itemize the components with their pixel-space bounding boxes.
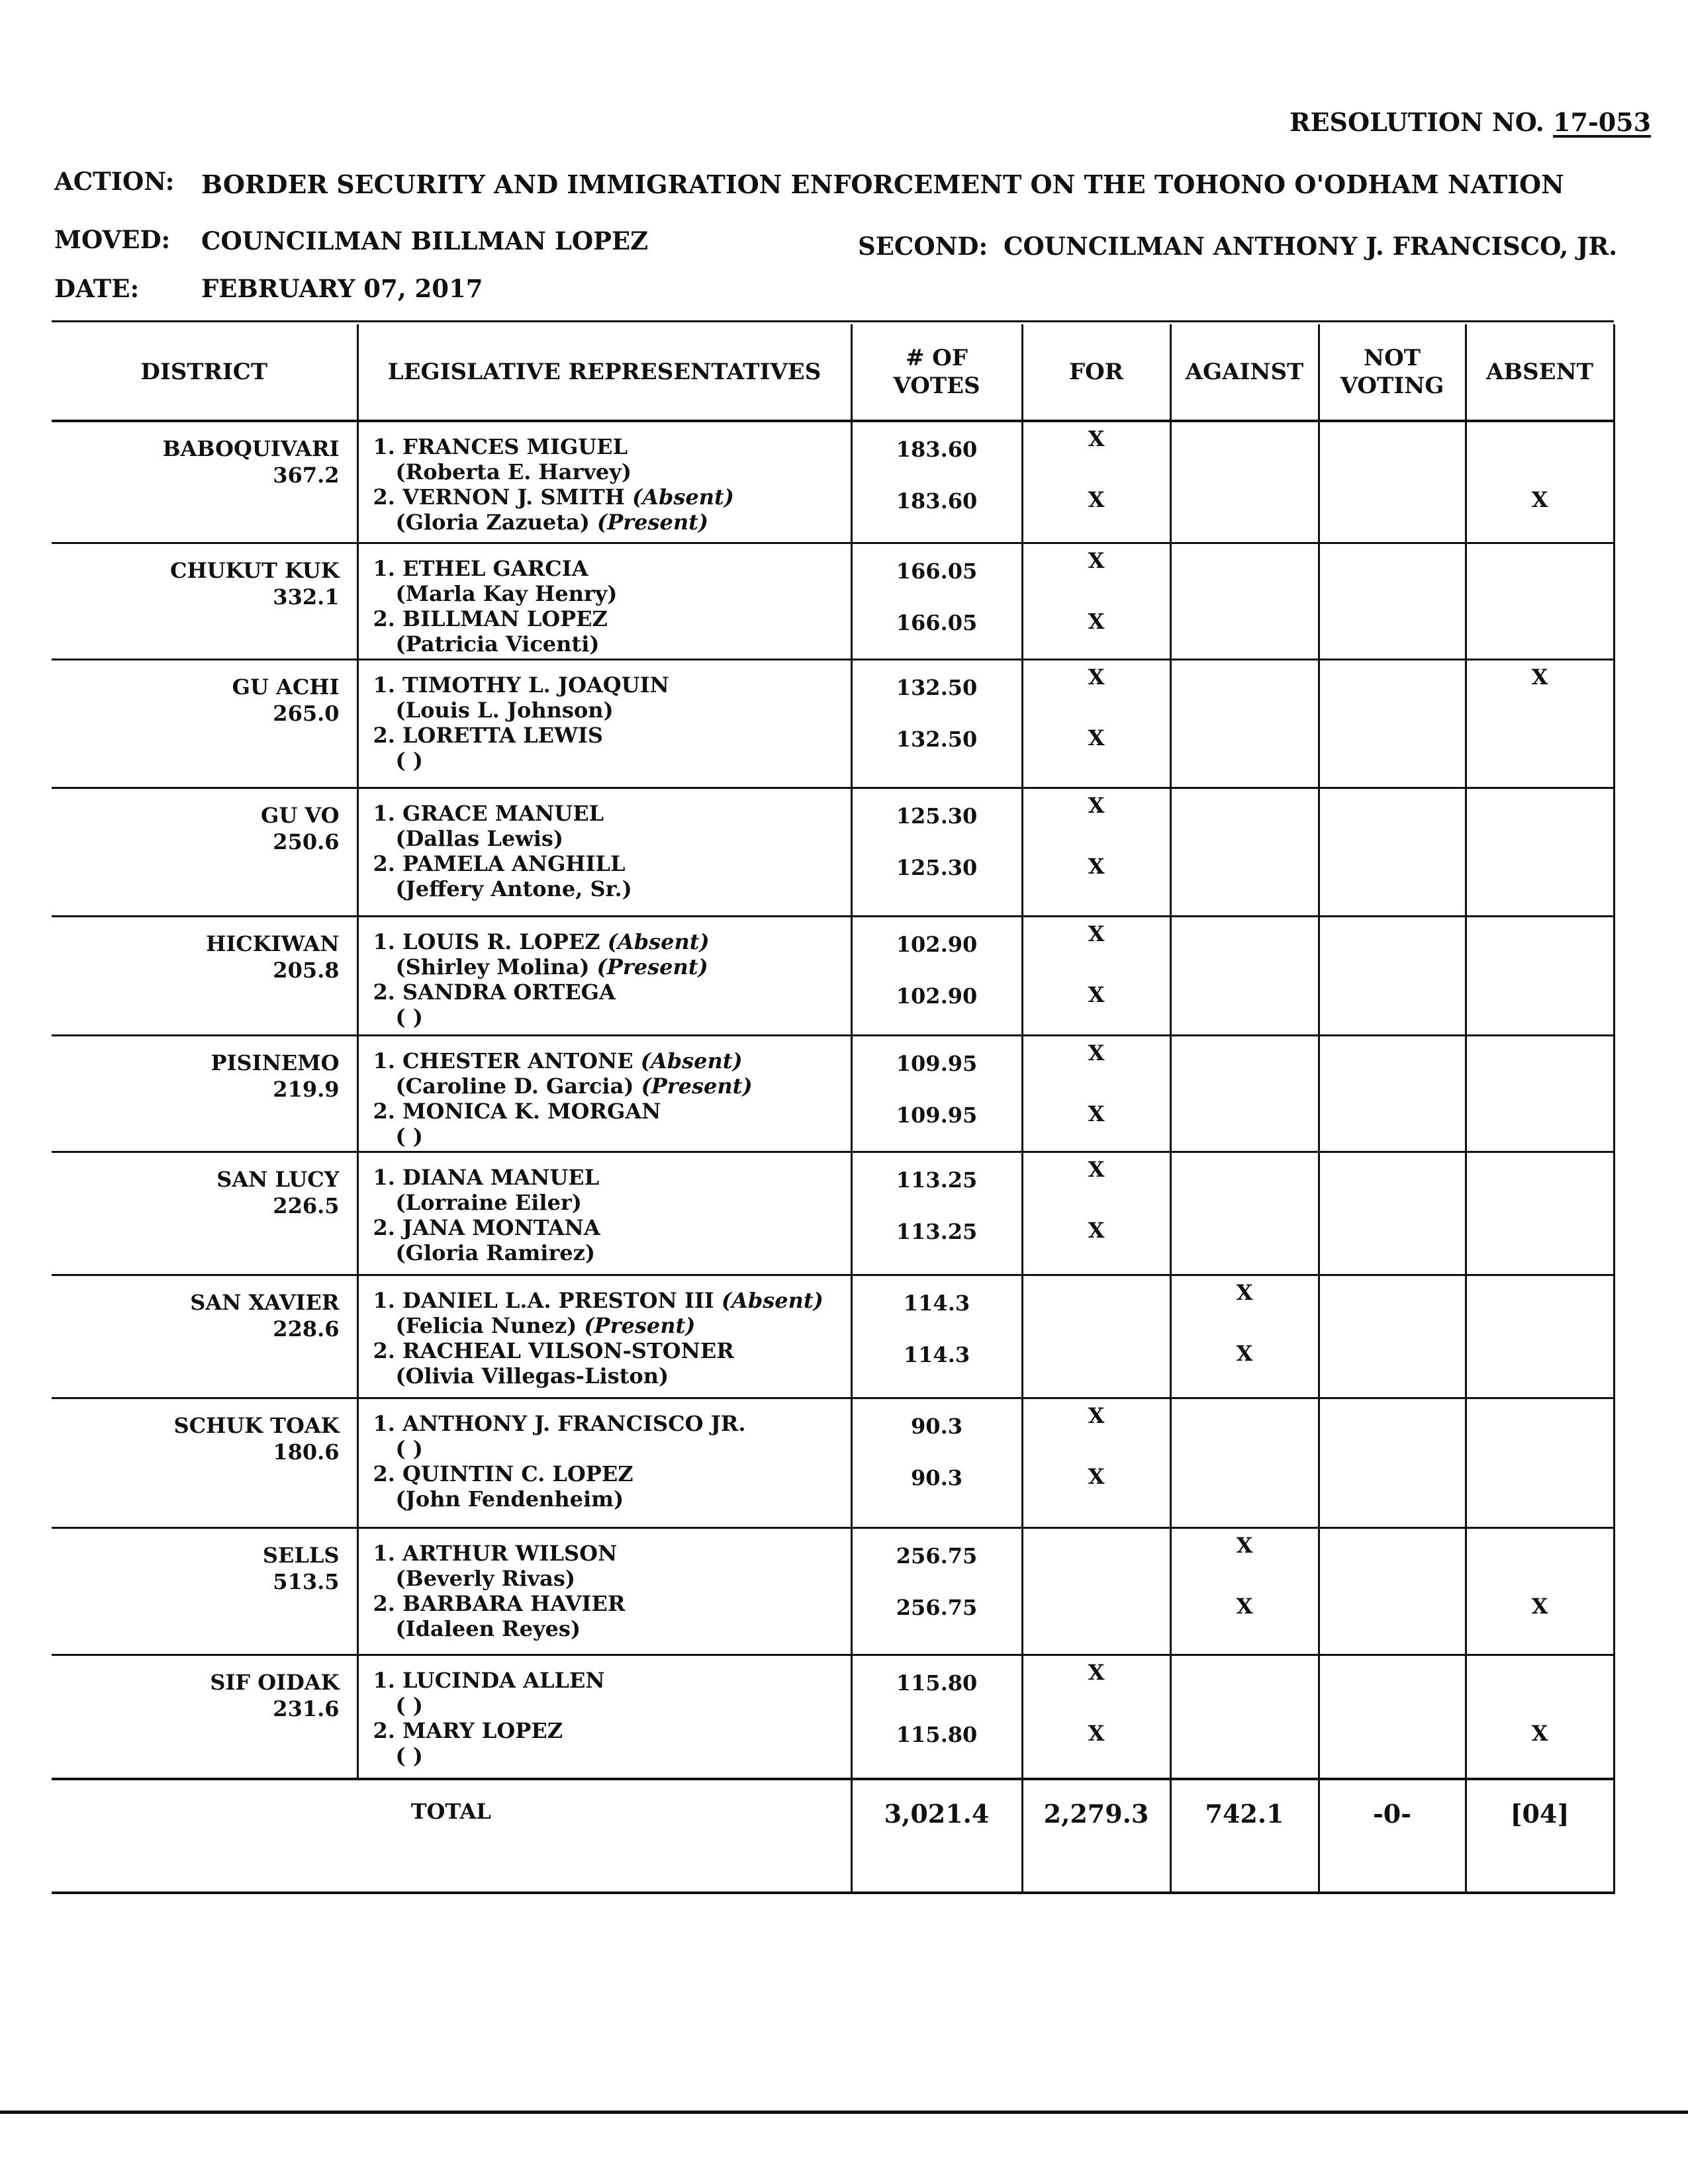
reps-cell	[357, 421, 851, 543]
for-mark-2: X	[1088, 1217, 1105, 1243]
reps-cell	[357, 916, 851, 1035]
rep-2-votes: 132.50	[896, 726, 978, 752]
col-votes-l1: # OF	[905, 344, 968, 371]
votes-cell	[851, 788, 1022, 916]
reps-cell	[357, 1035, 851, 1152]
ab-cell	[1466, 1655, 1614, 1779]
district-votes: 332.1	[273, 584, 340, 610]
district-votes: 250.6	[273, 829, 340, 854]
rep-1-votes: 256.75	[896, 1543, 978, 1569]
rep-1-name: 1. ETHEL GARCIA	[373, 555, 588, 581]
col-votes-l2: VOTES	[893, 373, 980, 399]
rep-2-name: 2. VERNON J. SMITH	[373, 484, 625, 510]
ag-cell	[1170, 421, 1319, 543]
ab-cell	[1466, 659, 1614, 788]
total-absent: [04]	[1466, 1779, 1614, 1893]
for-cell	[1022, 916, 1170, 1035]
district-cell	[52, 421, 357, 543]
rep-2-name: 2. SANDRA ORTEGA	[373, 979, 616, 1005]
rep-1-name: 1. TIMOTHY L. JOAQUIN	[373, 672, 669, 698]
district-cell	[52, 788, 357, 916]
date-value: FEBRUARY 07, 2017	[201, 274, 483, 303]
ag-cell	[1170, 659, 1319, 788]
ag-cell	[1170, 1035, 1319, 1152]
nv-cell	[1319, 788, 1466, 916]
table-row	[52, 659, 1614, 788]
rep-2-name: 2. PAMELA ANGHILL	[373, 850, 626, 876]
district-name: SIF OIDAK	[210, 1669, 340, 1695]
rep-1-status: (Absent)	[640, 1048, 743, 1073]
votes-cell	[851, 1152, 1022, 1275]
district-cell	[52, 659, 357, 788]
ab-cell	[1466, 1398, 1614, 1527]
for-mark-1: X	[1088, 1040, 1105, 1066]
district-votes: 219.9	[273, 1076, 340, 1102]
table-row	[52, 788, 1614, 916]
for-mark-2: X	[1088, 725, 1105, 751]
rep-2-status: (Absent)	[632, 484, 734, 510]
alt-1-name: (Dallas Lewis)	[395, 825, 564, 851]
alt-1-name: (Roberta E. Harvey)	[395, 459, 632, 484]
rep-1-name: 1. FRANCES MIGUEL	[373, 434, 628, 459]
nv-cell	[1319, 916, 1466, 1035]
reps-cell	[357, 1527, 851, 1655]
for-cell	[1022, 1527, 1170, 1655]
for-cell	[1022, 1275, 1170, 1398]
rep-2-name: 2. JANA MONTANA	[373, 1214, 600, 1240]
date-label: DATE:	[54, 274, 140, 303]
resolution-number	[1289, 107, 1651, 137]
total-label: TOTAL	[52, 1779, 851, 1893]
rep-2-votes: 90.3	[911, 1465, 962, 1490]
col-notvoting-l2: VOTING	[1340, 373, 1444, 399]
ab-cell	[1466, 1527, 1614, 1655]
rep-2-votes: 256.75	[896, 1594, 978, 1620]
district-cell	[52, 916, 357, 1035]
rep-1-votes: 183.60	[896, 437, 978, 462]
nv-cell	[1319, 659, 1466, 788]
rep-1-status: (Absent)	[607, 929, 710, 954]
ag-cell	[1170, 1275, 1319, 1398]
reps-cell	[357, 1275, 851, 1398]
table-header-row	[52, 324, 1614, 421]
rep-1-votes: 114.3	[903, 1290, 970, 1316]
for-cell	[1022, 1035, 1170, 1152]
ab-mark-2: X	[1531, 1720, 1548, 1746]
rep-1-name: 1. GRACE MANUEL	[373, 800, 604, 826]
for-mark-2: X	[1088, 1720, 1105, 1746]
rep-2-name: 2. BILLMAN LOPEZ	[373, 606, 608, 631]
alt-1-name: (Marla Kay Henry)	[395, 580, 618, 606]
for-cell	[1022, 1398, 1170, 1527]
alt-2-name: ( )	[395, 1004, 423, 1030]
district-name: BABOQUIVARI	[162, 436, 340, 461]
for-cell	[1022, 1152, 1170, 1275]
for-cell	[1022, 788, 1170, 916]
ag-cell	[1170, 916, 1319, 1035]
rep-2-votes: 115.80	[896, 1721, 978, 1747]
total-row	[52, 1779, 1614, 1893]
rep-2-votes: 114.3	[903, 1342, 970, 1367]
alt-2-name: (John Fendenheim)	[395, 1486, 624, 1512]
rep-2-name: 2. MONICA K. MORGAN	[373, 1098, 661, 1124]
table-row	[52, 916, 1614, 1035]
alt-2-name: (Jeffery Antone, Sr.)	[395, 876, 632, 901]
resolution-value: 17-053	[1553, 107, 1652, 137]
col-district: DISTRICT	[52, 324, 357, 421]
ab-cell	[1466, 788, 1614, 916]
for-mark-1: X	[1088, 1402, 1105, 1428]
rep-1-name: 1. LUCINDA ALLEN	[373, 1667, 605, 1693]
alt-1-name: (Lorraine Eiler)	[395, 1189, 582, 1215]
rep-2-votes: 183.60	[896, 488, 978, 514]
alt-2-name: ( )	[395, 1123, 423, 1149]
table-row	[52, 1655, 1614, 1779]
nv-cell	[1319, 1655, 1466, 1779]
rep-1-name: 1. ANTHONY J. FRANCISCO JR.	[373, 1410, 746, 1436]
district-name: SCHUK TOAK	[173, 1412, 340, 1438]
for-mark-2: X	[1088, 608, 1105, 634]
alt-1-name: (Louis L. Johnson)	[395, 697, 614, 723]
alt-1-name: ( )	[395, 1692, 423, 1718]
rep-1-votes: 109.95	[896, 1050, 978, 1076]
moved-label: MOVED:	[54, 225, 171, 254]
nv-cell	[1319, 1275, 1466, 1398]
moved-value: COUNCILMAN BILLMAN LOPEZ	[201, 226, 649, 255]
district-name: SELLS	[262, 1542, 340, 1568]
rep-1-name: 1. DIANA MANUEL	[373, 1164, 600, 1190]
reps-cell	[357, 788, 851, 916]
resolution-label: RESOLUTION NO.	[1289, 107, 1544, 137]
rep-1-votes: 125.30	[896, 803, 978, 829]
table-row	[52, 1527, 1614, 1655]
nv-cell	[1319, 1398, 1466, 1527]
district-name: GU VO	[260, 802, 340, 828]
for-mark-1: X	[1088, 1156, 1105, 1182]
nv-cell	[1319, 1035, 1466, 1152]
reps-cell	[357, 1655, 851, 1779]
for-mark-1: X	[1088, 547, 1105, 573]
rep-1-name: 1. LOUIS R. LOPEZ	[373, 929, 600, 954]
table-body	[52, 421, 1614, 1779]
for-cell	[1022, 421, 1170, 543]
col-votes	[851, 324, 1022, 421]
rep-1-name: 1. DANIEL L.A. PRESTON III	[373, 1287, 714, 1313]
ab-cell	[1466, 1035, 1614, 1152]
district-votes: 226.5	[273, 1193, 340, 1218]
action-label: ACTION:	[54, 167, 175, 196]
alt-2-name: (Gloria Ramirez)	[395, 1240, 595, 1265]
ag-cell	[1170, 1398, 1319, 1527]
rep-1-status: (Absent)	[721, 1287, 823, 1313]
ag-cell	[1170, 1152, 1319, 1275]
nv-cell	[1319, 543, 1466, 659]
col-for: FOR	[1022, 324, 1170, 421]
ab-cell	[1466, 1275, 1614, 1398]
votes-cell	[851, 543, 1022, 659]
for-mark-2: X	[1088, 853, 1105, 879]
reps-cell	[357, 543, 851, 659]
col-absent: ABSENT	[1466, 324, 1614, 421]
district-votes: 228.6	[273, 1316, 340, 1342]
alt-1-name: (Caroline D. Garcia)	[395, 1073, 634, 1099]
alt-2-name: (Gloria Zazueta)	[395, 510, 590, 535]
rep-2-name: 2. BARBARA HAVIER	[373, 1590, 626, 1616]
second-value: COUNCILMAN ANTHONY J. FRANCISCO, JR.	[1004, 232, 1618, 261]
district-name: PISINEMO	[211, 1050, 340, 1075]
district-votes: 367.2	[273, 463, 340, 488]
ab-mark-2: X	[1531, 1593, 1548, 1619]
table-row	[52, 543, 1614, 659]
table-top-rule	[52, 320, 1614, 322]
rep-1-votes: 132.50	[896, 674, 978, 700]
table-row	[52, 1035, 1614, 1152]
rep-2-name: 2. RACHEAL VILSON-STONER	[373, 1338, 734, 1363]
reps-cell	[357, 1152, 851, 1275]
rep-2-name: 2. LORETTA LEWIS	[373, 722, 604, 748]
rep-2-votes: 113.25	[896, 1218, 978, 1244]
ag-mark-2: X	[1236, 1593, 1253, 1619]
for-mark-2: X	[1088, 1101, 1105, 1126]
votes-cell	[851, 916, 1022, 1035]
alt-1-status: (Present)	[641, 1073, 753, 1099]
ab-cell	[1466, 543, 1614, 659]
total-votes: 3,021.4	[851, 1779, 1022, 1893]
rep-2-votes: 166.05	[896, 610, 978, 635]
for-mark-2: X	[1088, 981, 1105, 1007]
total-against: 742.1	[1170, 1779, 1319, 1893]
col-reps: LEGISLATIVE REPRESENTATIVES	[357, 324, 851, 421]
for-cell	[1022, 1655, 1170, 1779]
table-row	[52, 421, 1614, 543]
ag-mark-1: X	[1236, 1532, 1253, 1558]
reps-cell	[357, 1398, 851, 1527]
alt-1-name: (Beverly Rivas)	[395, 1565, 575, 1591]
district-cell	[52, 1275, 357, 1398]
nv-cell	[1319, 1152, 1466, 1275]
votes-cell	[851, 1035, 1022, 1152]
ag-cell	[1170, 1655, 1319, 1779]
alt-1-name: ( )	[395, 1435, 423, 1461]
for-cell	[1022, 543, 1170, 659]
page-bottom-rule	[0, 2111, 1688, 2114]
col-against: AGAINST	[1170, 324, 1319, 421]
votes-cell	[851, 421, 1022, 543]
rep-2-votes: 102.90	[896, 983, 978, 1009]
rep-1-name: 1. CHESTER ANTONE	[373, 1048, 633, 1073]
vote-table	[52, 324, 1615, 1894]
alt-2-status: (Present)	[597, 510, 709, 535]
ag-cell	[1170, 1527, 1319, 1655]
second-label: SECOND:	[858, 232, 988, 261]
ab-cell	[1466, 916, 1614, 1035]
alt-2-name: ( )	[395, 747, 423, 773]
district-votes: 180.6	[273, 1439, 340, 1465]
ab-cell	[1466, 421, 1614, 543]
for-mark-2: X	[1088, 1463, 1105, 1489]
district-name: SAN LUCY	[216, 1166, 340, 1192]
district-cell	[52, 1655, 357, 1779]
district-votes: 513.5	[273, 1569, 340, 1594]
alt-1-name: (Shirley Molina)	[395, 954, 590, 979]
district-name: GU ACHI	[232, 674, 340, 700]
district-name: HICKIWAN	[206, 931, 340, 956]
nv-cell	[1319, 421, 1466, 543]
for-mark-1: X	[1088, 664, 1105, 690]
alt-2-name: (Patricia Vicenti)	[395, 631, 600, 657]
ag-mark-1: X	[1236, 1279, 1253, 1305]
ag-cell	[1170, 543, 1319, 659]
votes-cell	[851, 1655, 1022, 1779]
for-mark-2: X	[1088, 487, 1105, 512]
rep-1-votes: 115.80	[896, 1670, 978, 1696]
for-mark-1: X	[1088, 1659, 1105, 1685]
table-row	[52, 1398, 1614, 1527]
col-notvoting	[1319, 324, 1466, 421]
votes-cell	[851, 1398, 1022, 1527]
votes-cell	[851, 659, 1022, 788]
rep-1-votes: 102.90	[896, 931, 978, 957]
district-votes: 205.8	[273, 957, 340, 983]
total-notvoting: -0-	[1319, 1779, 1466, 1893]
district-cell	[52, 1398, 357, 1527]
ab-mark-2: X	[1531, 487, 1548, 512]
table-row	[52, 1152, 1614, 1275]
alt-2-name: (Idaleen Reyes)	[395, 1615, 581, 1641]
col-notvoting-l1: NOT	[1364, 344, 1421, 371]
alt-2-name: (Olivia Villegas-Liston)	[395, 1363, 669, 1388]
rep-1-votes: 113.25	[896, 1167, 978, 1193]
ag-cell	[1170, 788, 1319, 916]
table-row	[52, 1275, 1614, 1398]
for-mark-1: X	[1088, 792, 1105, 818]
rep-1-votes: 90.3	[911, 1413, 962, 1439]
nv-cell	[1319, 1527, 1466, 1655]
district-cell	[52, 543, 357, 659]
rep-2-name: 2. QUINTIN C. LOPEZ	[373, 1461, 633, 1486]
ab-cell	[1466, 1152, 1614, 1275]
alt-1-status: (Present)	[596, 954, 708, 979]
rep-1-votes: 166.05	[896, 558, 978, 584]
for-mark-1: X	[1088, 921, 1105, 946]
total-for: 2,279.3	[1022, 1779, 1170, 1893]
rep-1-name: 1. ARTHUR WILSON	[373, 1540, 618, 1566]
alt-1-name: (Felicia Nunez)	[395, 1312, 577, 1338]
district-name: SAN XAVIER	[190, 1289, 340, 1315]
ag-mark-2: X	[1236, 1340, 1253, 1366]
reps-cell	[357, 659, 851, 788]
district-cell	[52, 1035, 357, 1152]
rep-2-votes: 109.95	[896, 1102, 978, 1128]
for-cell	[1022, 659, 1170, 788]
votes-cell	[851, 1527, 1022, 1655]
for-mark-1: X	[1088, 426, 1105, 451]
district-votes: 231.6	[273, 1696, 340, 1721]
rep-2-name: 2. MARY LOPEZ	[373, 1717, 563, 1743]
district-name: CHUKUT KUK	[169, 557, 340, 583]
alt-2-name: ( )	[395, 1743, 423, 1768]
district-cell	[52, 1152, 357, 1275]
district-votes: 265.0	[273, 700, 340, 726]
action-value: BORDER SECURITY AND IMMIGRATION ENFORCEMENT ON THE TOHONO O'ODHAM NATION	[201, 169, 1564, 199]
votes-cell	[851, 1275, 1022, 1398]
rep-2-votes: 125.30	[896, 854, 978, 880]
district-cell	[52, 1527, 357, 1655]
alt-1-status: (Present)	[584, 1312, 696, 1338]
ab-mark-1: X	[1531, 664, 1548, 690]
